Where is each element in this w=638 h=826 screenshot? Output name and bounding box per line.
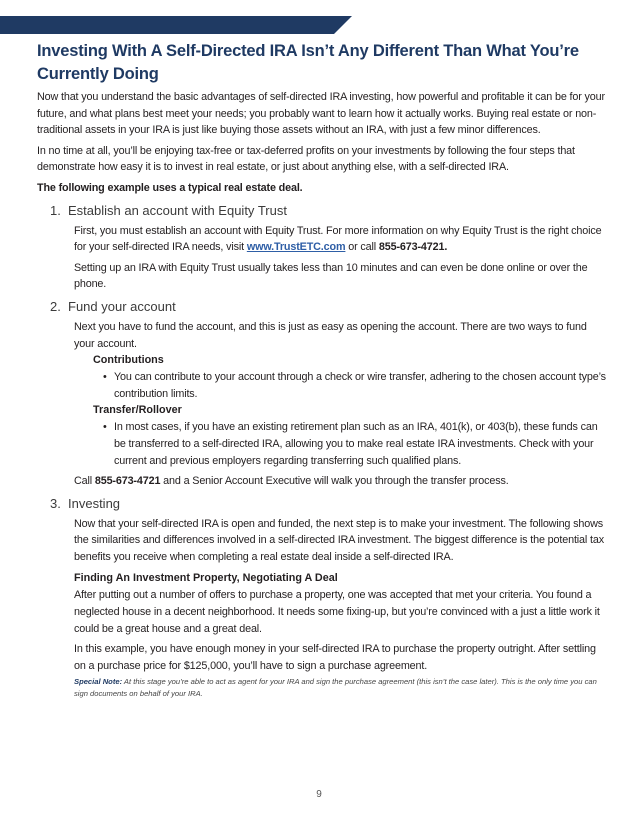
step-3-title (50, 494, 607, 514)
document-page (37, 40, 607, 700)
step-2-paragraph-1: Next you have to fund the account, and this is just as easy as opening the account. There are two ways to fund your account. (74, 320, 587, 350)
step-3-label: Investing (68, 495, 121, 511)
finding-property-heading: Finding An Investment Property, Negotiating A Deal (74, 572, 338, 585)
step-2-label: Fund your account (68, 298, 176, 314)
page-number: 9 (316, 789, 322, 800)
step-2-call-b: and a Senior Account Executive will walk you through the transfer process. (160, 475, 509, 488)
trustetc-link[interactable]: www.TrustETC.com (246, 241, 346, 254)
transfer-bullet (103, 419, 607, 469)
contributions-heading: Contributions (93, 354, 164, 367)
step-1-paragraph-1 (74, 223, 607, 256)
header-banner (0, 16, 352, 34)
intro-paragraph-2: In no time at all, you’ll be enjoying tax-free or tax-deferred profits on your investments by following the four steps that demonstrate how easy it is to invest in real estate, or just about anything else, with a self-directed IRA. (37, 144, 575, 174)
special-note-text: At this stage you’re able to act as agent for your IRA and sign the purchase agreement (this isn’t the case later). This is the only time you can sign documents on behalf of your IRA. (74, 677, 597, 699)
step-2-call-a: Call (74, 475, 95, 488)
transfer-heading: Transfer/Rollover (93, 404, 182, 417)
step-1-number: 1. (50, 202, 61, 218)
step-1-label: Establish an account with Equity Trust (68, 202, 287, 218)
contributions-bullet (103, 369, 607, 402)
step-2-number: 2. (50, 298, 61, 314)
step-3-paragraph-1: Now that your self-directed IRA is open and funded, the next step is to make your investment. The following shows the similarities and differences involved in a self-directed IRA investment. The biggest difference is the potential tax benefits you receive when completing a real estate deal inside a self-directed IRA. (74, 517, 604, 563)
page-title: Investing With A Self-Directed IRA Isn’t Any Different Than What You’re Currently Doing (37, 42, 579, 83)
step-3-paragraph-3: In this example, you have enough money in your self-directed IRA to purchase the property outright. After settling on a purchase price for $125,000, you’ll have to sign a purchase agreement. (74, 643, 596, 672)
bullet-dot: • (103, 371, 107, 384)
example-note: The following example uses a typical real estate deal. (37, 181, 303, 194)
step-1-text-b: or call (345, 241, 379, 254)
special-note-label: Special Note: (74, 677, 123, 687)
bullet-dot: • (103, 421, 107, 434)
step-2-title (50, 297, 607, 317)
step-1-paragraph-2: Setting up an IRA with Equity Trust usually takes less than 10 minutes and can even be done online or over the phone. (74, 261, 588, 291)
step-3-paragraph-2: After putting out a number of offers to purchase a property, one was accepted that met your criteria. You found a neglected house in a decent neighborhood. It needs some fixing-up, but you’re convinced with a just a little work it could be a great house and a great deal. (74, 589, 600, 635)
contributions-bullet-text: You can contribute to your account through a check or wire transfer, adhering to the chosen account type’s contribution limits. (114, 371, 606, 400)
special-note (74, 676, 607, 700)
step-2-call-paragraph (74, 473, 607, 490)
step-3-number: 3. (50, 495, 61, 511)
step-1-text-a: First, you must establish an account with Equity Trust. For more information on why Equity Trust is the right choice for your self-directed IRA needs, visit (74, 224, 602, 254)
intro-paragraph-1: Now that you understand the basic advantages of self-directed IRA investing, how powerful and profitable it can be for your future, and what plans best meet your needs; you probably want to learn how it actually works. Buying real estate or non-traditional assets in your IRA is just like buying those assets without an IRA, with just a few minor differences. (37, 91, 605, 137)
step-1-phone: 855-673-4721. (378, 241, 448, 254)
step-1-title (50, 201, 607, 221)
step-2-phone: 855-673-4721 (94, 475, 161, 488)
transfer-bullet-text: In most cases, if you have an existing retirement plan such as an IRA, 401(k), or 403(b), these funds can be transferred to a self-directed IRA, allowing you to make real estate IRA investments. Check with your current and previous employers regarding transferring such qualified plans. (114, 421, 598, 467)
